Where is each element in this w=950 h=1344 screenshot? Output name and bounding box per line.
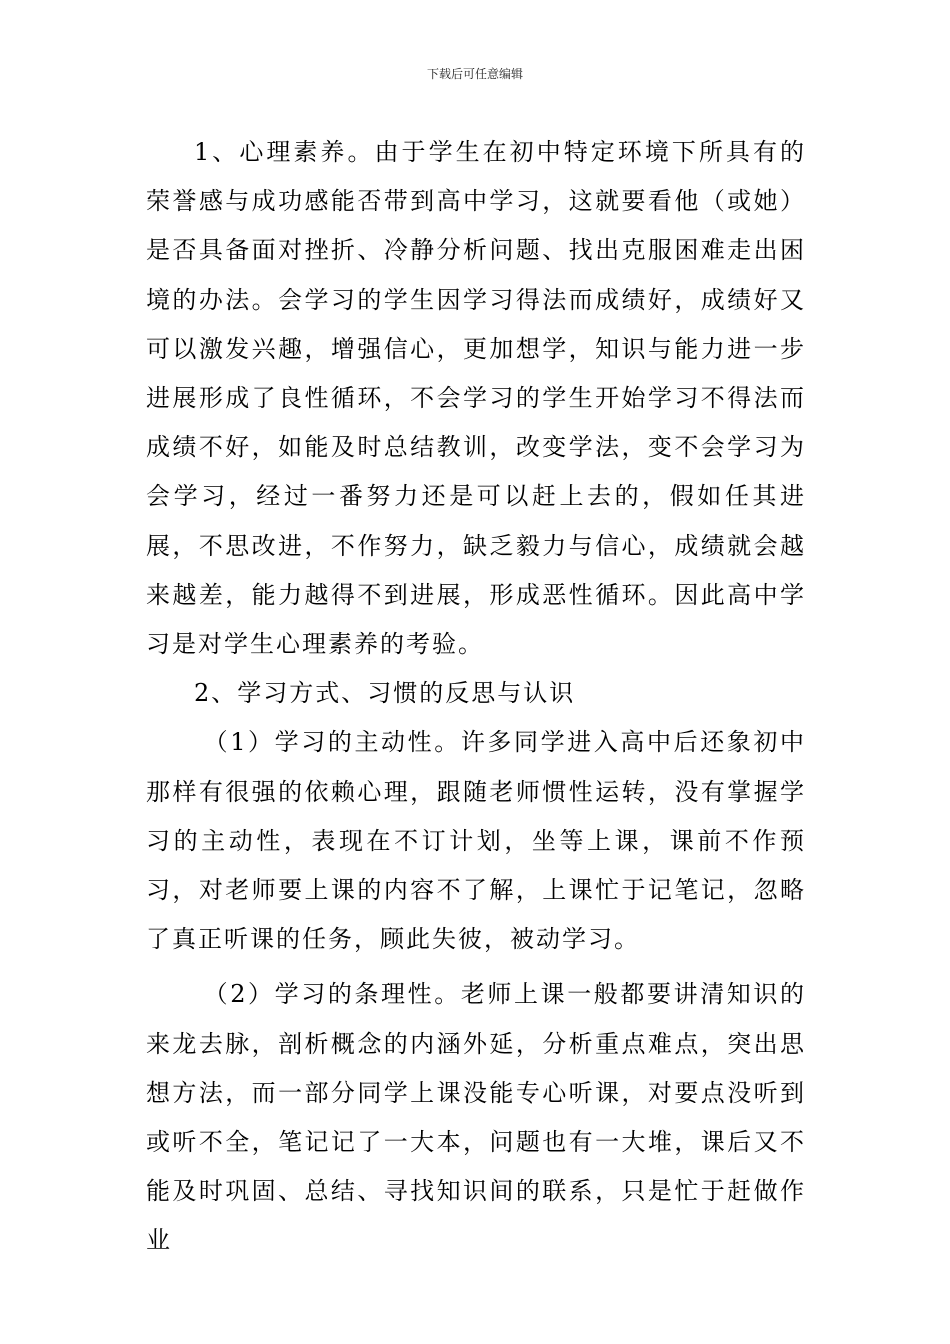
page-header-note: 下载后可任意编辑 (426, 67, 523, 81)
paragraph-initiative: （1）学习的主动性。许多同学进入高中后还象初中那样有很强的依赖心理，跟随老师惯性运转，没有掌握学习的主动性，表现在不订计划，坐等上课，课前不作预习，对老师要上课的内容不了解，上课忙于记笔记，忽略了真正听课的任务，顾此失彼，被动学习。 (146, 728, 806, 954)
paragraph-psychological-quality: 1、心理素养。由于学生在初中特定环境下所具有的荣誉感与成功感能否带到高中学习，这就要看他（或她）是否具备面对挫折、冷静分析问题、找出克服困难走出困境的办法。会学习的学生因学习得法而成绩好，成绩好又可以激发兴趣，增强信心，更加想学，知识与能力进一步进展形成了良性循环，不会学习的学生开始学习不得法而成绩不好，如能及时总结教训，改变学法，变不会学习为会学习，经过一番努力还是可以赶上去的，假如任其进展，不思改进，不作努力，缺乏毅力与信心，成绩就会越来越差，能力越得不到进展，形成恶性循环。因此高中学习是对学生心理素养的考验。 (146, 138, 806, 659)
paragraph-section-heading: 2、学习方式、习惯的反思与认识 (194, 679, 576, 708)
paragraph-organization: （2）学习的条理性。老师上课一般都要讲清知识的来龙去脉，剖析概念的内涵外延，分析重点难点，突出思想方法，而一部分同学上课没能专心听课，对要点没听到或听不全，笔记记了一大本，问题也有一大堆，课后又不能及时巩固、总结、寻找知识间的联系，只是忙于赶做作业 (146, 980, 806, 1255)
document-body (146, 128, 806, 1266)
